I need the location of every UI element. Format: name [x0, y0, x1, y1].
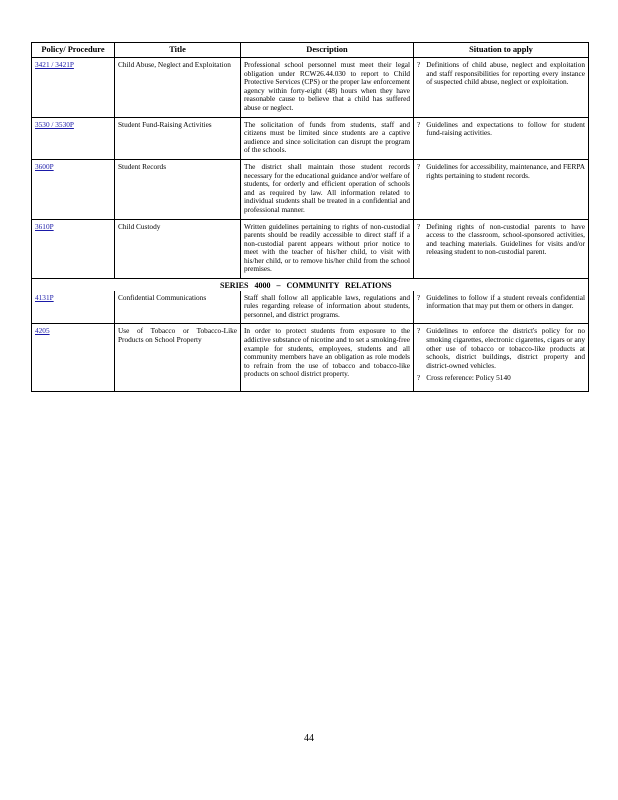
header-situation: Situation to apply	[414, 43, 589, 58]
table-row	[32, 117, 589, 159]
situation-text: Cross reference: Policy 5140	[426, 373, 511, 383]
title-cell: Use of Tobacco or Tobacco-Like Products on School Property	[115, 324, 241, 392]
title-cell: Student Records	[115, 159, 241, 219]
header-policy: Policy/ Procedure	[32, 43, 115, 58]
policy-link[interactable]: 4131P	[35, 292, 54, 302]
bullet-icon: ?	[417, 119, 421, 129]
situation-text: Guidelines and expectations to follow for student fund-raising activities.	[426, 119, 585, 138]
situation-cell	[414, 324, 589, 392]
title-cell: Student Fund-Raising Activities	[115, 117, 241, 159]
situation-item	[417, 327, 585, 370]
policy-link[interactable]: 3421 / 3421P	[35, 60, 74, 69]
policy-cell	[32, 58, 115, 118]
header-description: Description	[241, 43, 414, 58]
situation-cell	[414, 291, 589, 324]
situation-text: Guidelines to follow if a student reveals confidential information that may put them or others in danger.	[426, 292, 585, 311]
header-row	[32, 43, 589, 58]
situation-text: Guidelines for accessibility, maintenance, and FERPA rights pertaining to student records.	[426, 161, 585, 180]
policy-link[interactable]: 3530 / 3530P	[35, 119, 74, 129]
bullet-icon: ?	[417, 161, 421, 171]
policy-link[interactable]: 3610P	[35, 221, 54, 231]
header-title: Title	[115, 43, 241, 58]
series-heading-row	[32, 279, 589, 291]
description-cell: The district shall maintain those student records necessary for the educational guidance and/or welfare of students, for orderly and efficient operation of schools and as required by law. All information related to individual students shall be treated in a confidential and professional manner.	[241, 159, 414, 219]
policy-cell	[32, 117, 115, 159]
table-row	[32, 159, 589, 219]
description-cell: The solicitation of funds from students, staff and citizens must be limited since students are a captive audience and since solicitation can disrupt the program of the schools.	[241, 117, 414, 159]
bullet-icon: ?	[417, 221, 421, 231]
bullet-icon: ?	[417, 60, 421, 69]
policy-cell	[32, 219, 115, 279]
title-cell: Child Custody	[115, 219, 241, 279]
description-cell: In order to protect students from exposure to the addictive substance of nicotine and to set a smoking-free example for students, employees, students and all community members have an obligation as role models to refrain from the use of tobacco and tobacco-like products on school district property.	[241, 324, 414, 392]
table-row	[32, 58, 589, 118]
policy-link[interactable]: 3600P	[35, 161, 54, 171]
policy-table	[31, 42, 589, 392]
table-row	[32, 324, 589, 392]
situation-item	[417, 61, 585, 87]
situation-cell	[414, 117, 589, 159]
situation-item	[417, 223, 585, 257]
table-row	[32, 219, 589, 279]
policy-cell	[32, 159, 115, 219]
title-cell: Child Abuse, Neglect and Exploitation	[115, 58, 241, 118]
situation-cell	[414, 219, 589, 279]
series-heading: SERIES 4000 – COMMUNITY RELATIONS	[220, 281, 392, 291]
policy-cell	[32, 291, 115, 324]
policy-link[interactable]: 4205	[35, 326, 50, 336]
page-number: 44	[304, 733, 314, 744]
description-cell: Staff shall follow all applicable laws, regulations and rules regarding release of information about students, personnel, and district programs.	[241, 291, 414, 324]
situation-item	[417, 294, 585, 311]
situation-cell	[414, 159, 589, 219]
description-cell: Written guidelines pertaining to rights of non-custodial parents should be readily accessible to direct staff if a non-custodial parent appears without prior notice to meet with the teacher of his/her child, to visit with his/her child, or to remove his/her child from the school premises.	[241, 219, 414, 279]
situation-cell	[414, 58, 589, 118]
policy-cell	[32, 324, 115, 392]
table-row	[32, 291, 589, 324]
situation-text: Guidelines to enforce the district's policy for no smoking cigarettes, electronic cigarettes, cigars or any other use of tobacco or tobacco-like products at schools, district buildings, district property and district-owned vehicles.	[426, 326, 585, 370]
situation-item	[417, 163, 585, 180]
bullet-icon: ?	[417, 373, 421, 383]
situation-item	[417, 121, 585, 138]
situation-text: Defining rights of non-custodial parents to have access to the classroom, school-sponsored activities, and teaching materials. Guidelines for visits and/or releasing student to non-custodial parent.	[426, 221, 585, 257]
situation-text: Definitions of child abuse, neglect and exploitation and staff responsibilities for reporting every instance of suspected child abuse, neglect or exploitation.	[426, 60, 585, 87]
series-heading-cell	[32, 279, 589, 291]
situation-item	[417, 374, 585, 383]
title-cell: Confidential Communications	[115, 291, 241, 324]
bullet-icon: ?	[417, 292, 421, 302]
description-cell: Professional school personnel must meet their legal obligation under RCW26.44.030 to report to Child Protective Services (CPS) or the proper law enforcement agency within forty-eight (48) hours when they have reasonable cause to believe that a child has suffered abuse or neglect.	[241, 58, 414, 118]
bullet-icon: ?	[417, 326, 421, 336]
